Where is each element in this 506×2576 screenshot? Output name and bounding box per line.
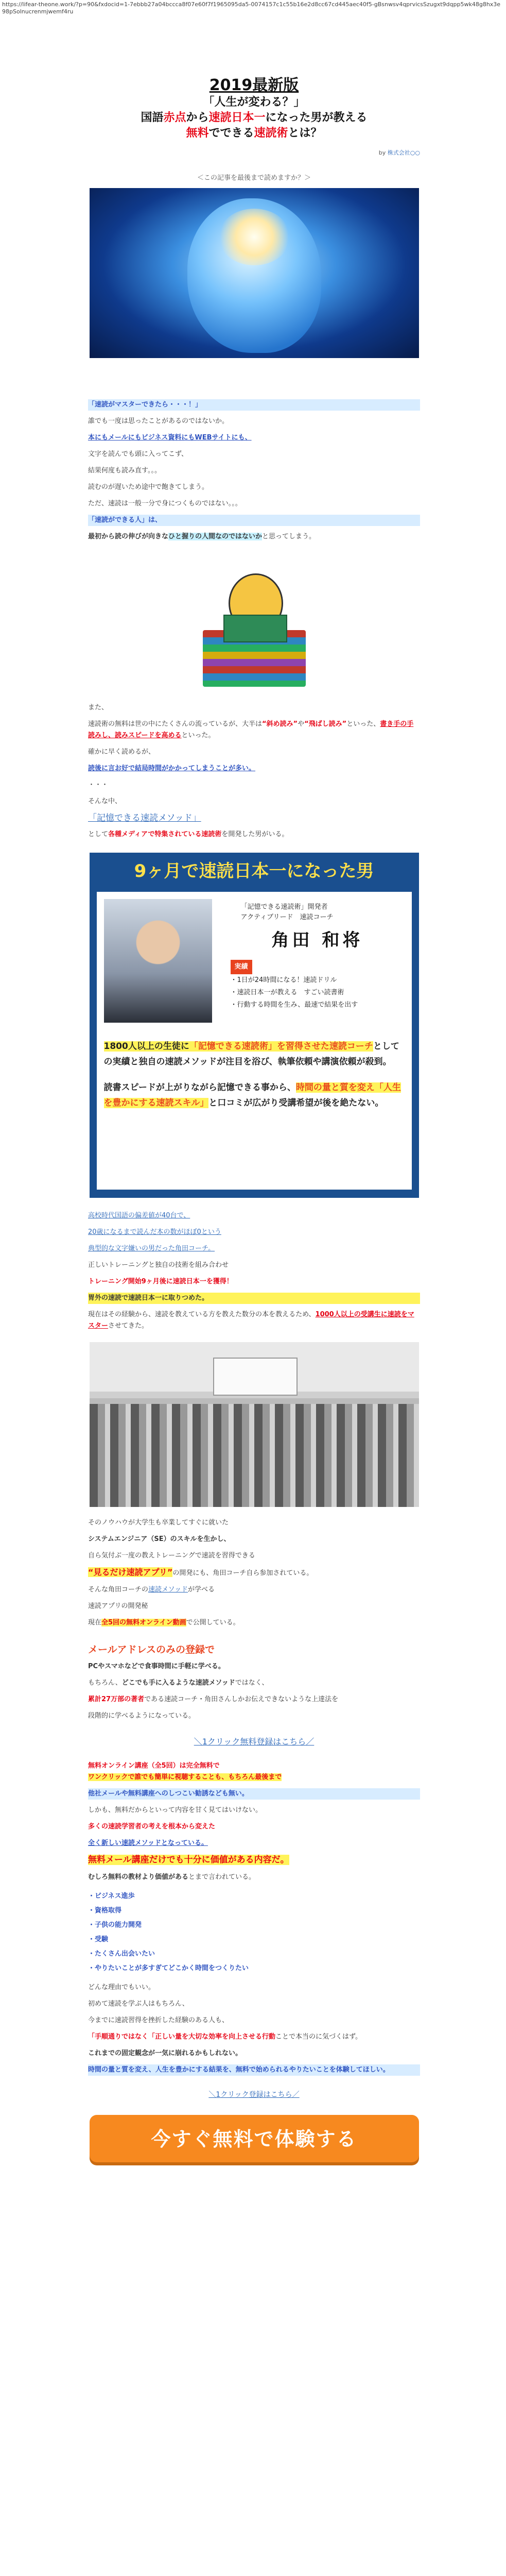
para-25: そのノウハウが大学生も卒業してすぐに就いた bbox=[88, 1519, 229, 1527]
purpose-item: ・たくさん出会いたい bbox=[88, 1950, 155, 1958]
read-notice: ＜この記事を最後まで読めますか？＞ bbox=[197, 174, 311, 182]
coach-credentials: 実績 ・1日が24時間になる！速読ドリル ・速読日本一が教える すごい読書術 ・行動する時間を生み、最速で結果を出す bbox=[231, 960, 358, 1011]
url-bar: https://lifear-theone.work/?p=90&fxdocid=1-7ebbb27a04bccca8f07e60f7f1965095da5-0074157c1c55b16e2d8cc67cd445aec40f5-gBsnwsv4qprvicsSzugxt9dqpp5wk48g8hx3e98pSolnucrenmjwemf4ru bbox=[2, 1, 501, 15]
coach-photo bbox=[104, 899, 212, 1023]
para-46: 「手順通りではなく「正しい量を大切な効率を向上させる行動ことで本当のに気づくはず。 bbox=[88, 2033, 362, 2041]
para-31: 現在全5回の無料オンライン動画で公開している。 bbox=[88, 1619, 240, 1626]
mail-section-title: メールアドレスのみの登録で bbox=[88, 1644, 215, 1655]
purpose-item: ・ビジネス進歩 bbox=[88, 1892, 135, 1900]
para-35: 段階的に学べるようになっている。 bbox=[88, 1712, 196, 1720]
para-3: 本にもメールにもビジネス資料にもWEBサイトにも、 bbox=[88, 434, 252, 442]
para-5: 結果何度も読み直す。。。 bbox=[88, 467, 161, 474]
purpose-item: ・受験 bbox=[88, 1936, 109, 1943]
para-41: 無料メール講座だけでも十分に価値がある内容だ。 bbox=[88, 1855, 289, 1865]
para-11: 速読術の無料は世の中にたくさんの流っているが、大半は“斜め読み”や“飛ばし読み”といった、書き手の手読みし、読みスピードを高めるといった。 bbox=[88, 720, 414, 739]
para-6: 読むのが遅いため途中で飽きてしまう。 bbox=[88, 483, 209, 491]
banner-heading: 9ヶ月で速読日本一になった男 bbox=[134, 861, 374, 882]
purpose-item: ・やりたいことが多すぎてどこかく時間をつくりたい bbox=[88, 1964, 249, 1972]
coach-role: 「記憶できる速読術」開発者 アクティブリード 速読コーチ bbox=[240, 903, 334, 921]
para-28: “見るだけ速読アプリ”の開発にも、角田コーチ自ら参加されている。 bbox=[88, 1567, 313, 1577]
para-24: 現在はその経験から、速読を教えている方を教えた数分の本を教えるため、1000人以上の受講生に速読をマスターさせてきた。 bbox=[88, 1311, 414, 1330]
para-22: トレーニング開始9ヶ月後に速読日本一を獲得！ bbox=[88, 1278, 233, 1285]
para-47: これまでの固定観念が一気に崩れるかもしれない。 bbox=[88, 2049, 242, 2057]
register-link-2[interactable]: ＼1クリック登録はこちら／ bbox=[208, 2091, 300, 2099]
para-10: また、 bbox=[88, 704, 109, 711]
title-tagline: 無料でできる速読術とは？ bbox=[186, 127, 322, 140]
para-17: として各種メディアで特集されている速読術を開発した男がいる。 bbox=[88, 831, 289, 838]
para-42: むしろ無料の教材より価値があるとまで言われている。 bbox=[88, 1873, 256, 1881]
para-23: 胃外の速読で速読日本一に取りつめた。 bbox=[88, 1293, 420, 1304]
para-48: 時間の量と質を変え、人生を豊かにする結果を、無料で始められるやりたいことを体験してほしい。 bbox=[88, 2064, 420, 2076]
article-title bbox=[88, 76, 420, 141]
para-12: 確かに早く読めるが、 bbox=[88, 748, 155, 756]
para-29: そんな角田コーチの速読メソッドが学べる bbox=[88, 1586, 215, 1594]
para-26: システムエンジニア（SE）のスキルを生かし、 bbox=[88, 1535, 231, 1543]
para-9: 最初から読の伸びが向きなひと握りの人間なのではないかと思ってしまう。 bbox=[88, 533, 316, 540]
register-link-1[interactable]: ＼1クリック無料登録はこちら／ bbox=[194, 1737, 315, 1747]
para-43: どんな理由でもいい。 bbox=[88, 1984, 155, 1991]
para-2: 誰でも一度は思ったことがあるのではないか。 bbox=[88, 417, 229, 425]
author-credit: by 株式会社○○ bbox=[378, 149, 420, 156]
purpose-item: ・子供の能力開発 bbox=[88, 1921, 142, 1929]
para-36: 無料オンライン講座（全5回）は完全無料で ワンクリックで誰でも簡単に視聴することも、もちろん最後まで bbox=[88, 1762, 282, 1781]
para-44: 初めて速読を学ぶ人はもちろん、 bbox=[88, 2000, 189, 2008]
para-19: 20歳になるまで読んだ本の数がほぼ0という bbox=[88, 1228, 221, 1236]
coach-description: 1800人以上の生徒に「記憶できる速読術」を習得させた速読コーチとしての実績と独自の速読メソッドが注目を浴び、執筆依頼や講演依頼が殺到。 読書スピードが上がりながら記憶できる事から、時間の量と質を変え「人生を豊かにする速読スキル」と口コミが広がり受講希望が後を絶たない。 bbox=[103, 1041, 401, 1108]
credentials-tag: 実績 bbox=[231, 960, 252, 974]
hero-brain-image bbox=[90, 188, 419, 358]
purpose-item: ・資格取得 bbox=[88, 1907, 122, 1914]
title-year: 2019最新版 bbox=[209, 76, 299, 94]
para-32: PCやスマホなどで食事時間に手軽に学べる。 bbox=[88, 1663, 225, 1670]
coach-name: 角田 和将 bbox=[271, 930, 363, 951]
para-37: 他社メールや無料講座へのしつこい勧誘なども無い。 bbox=[88, 1788, 420, 1800]
purpose-list bbox=[88, 1889, 420, 1976]
reading-bee-illustration bbox=[203, 558, 306, 687]
title-main: 国語赤点から速読日本一になった男が教える bbox=[141, 111, 368, 124]
author-link[interactable]: 株式会社○○ bbox=[387, 149, 420, 156]
para-8: 「速読ができる人」は、 bbox=[88, 515, 420, 526]
para-1: 「速読がマスターできたら・・・！」 bbox=[88, 399, 420, 411]
coach-profile-banner bbox=[90, 853, 419, 1198]
para-15: そんな中、 bbox=[88, 798, 122, 805]
para-38: しかも、無料だからといって内容を甘く見てはいけない。 bbox=[88, 1806, 263, 1814]
para-45: 今までに速読習得を挫折した経験のある人も、 bbox=[88, 2016, 229, 2024]
para-40: 全く新しい速読メソッドとなっている。 bbox=[88, 1839, 208, 1847]
para-14: ・・・ bbox=[88, 781, 109, 789]
para-16: 「記憶できる速読メソッド」 bbox=[88, 813, 201, 823]
para-4: 文字を読んでも頭に入ってこず、 bbox=[88, 450, 188, 458]
para-18: 高校時代国語の偏差値が40台で、 bbox=[88, 1212, 190, 1219]
para-30: 速読アプリの開発秘 bbox=[88, 1602, 148, 1610]
article bbox=[88, 76, 420, 2162]
para-7: ただ、速読は一般一分で身につくものではない。。。 bbox=[88, 500, 242, 507]
para-34: 累計27万部の著者である速読コーチ・角田さんしかお伝えできないような上達法を bbox=[88, 1696, 339, 1703]
para-27: 自ら気付ぶ一度の教えトレーニングで速読を習得できる bbox=[88, 1552, 255, 1560]
para-21: 正しいトレーニングと独自の技術を組み合わせ bbox=[88, 1261, 229, 1269]
para-13: 読後に言お好で結局時間がかかってしまうことが多い。 bbox=[88, 765, 256, 772]
free-trial-button[interactable]: 今すぐ無料で体験する bbox=[90, 2115, 419, 2162]
para-20: 典型的な文字嫌いの男だった角田コーチ。 bbox=[88, 1245, 215, 1252]
para-33: もちろん、どこでも手に入るような速読メソッドではなく、 bbox=[88, 1679, 269, 1687]
seminar-photo bbox=[90, 1342, 419, 1507]
title-sub: 「人生が変わる？」 bbox=[203, 96, 305, 109]
para-39: 多くの速読学習者の考えを根本から変えた bbox=[88, 1823, 216, 1831]
